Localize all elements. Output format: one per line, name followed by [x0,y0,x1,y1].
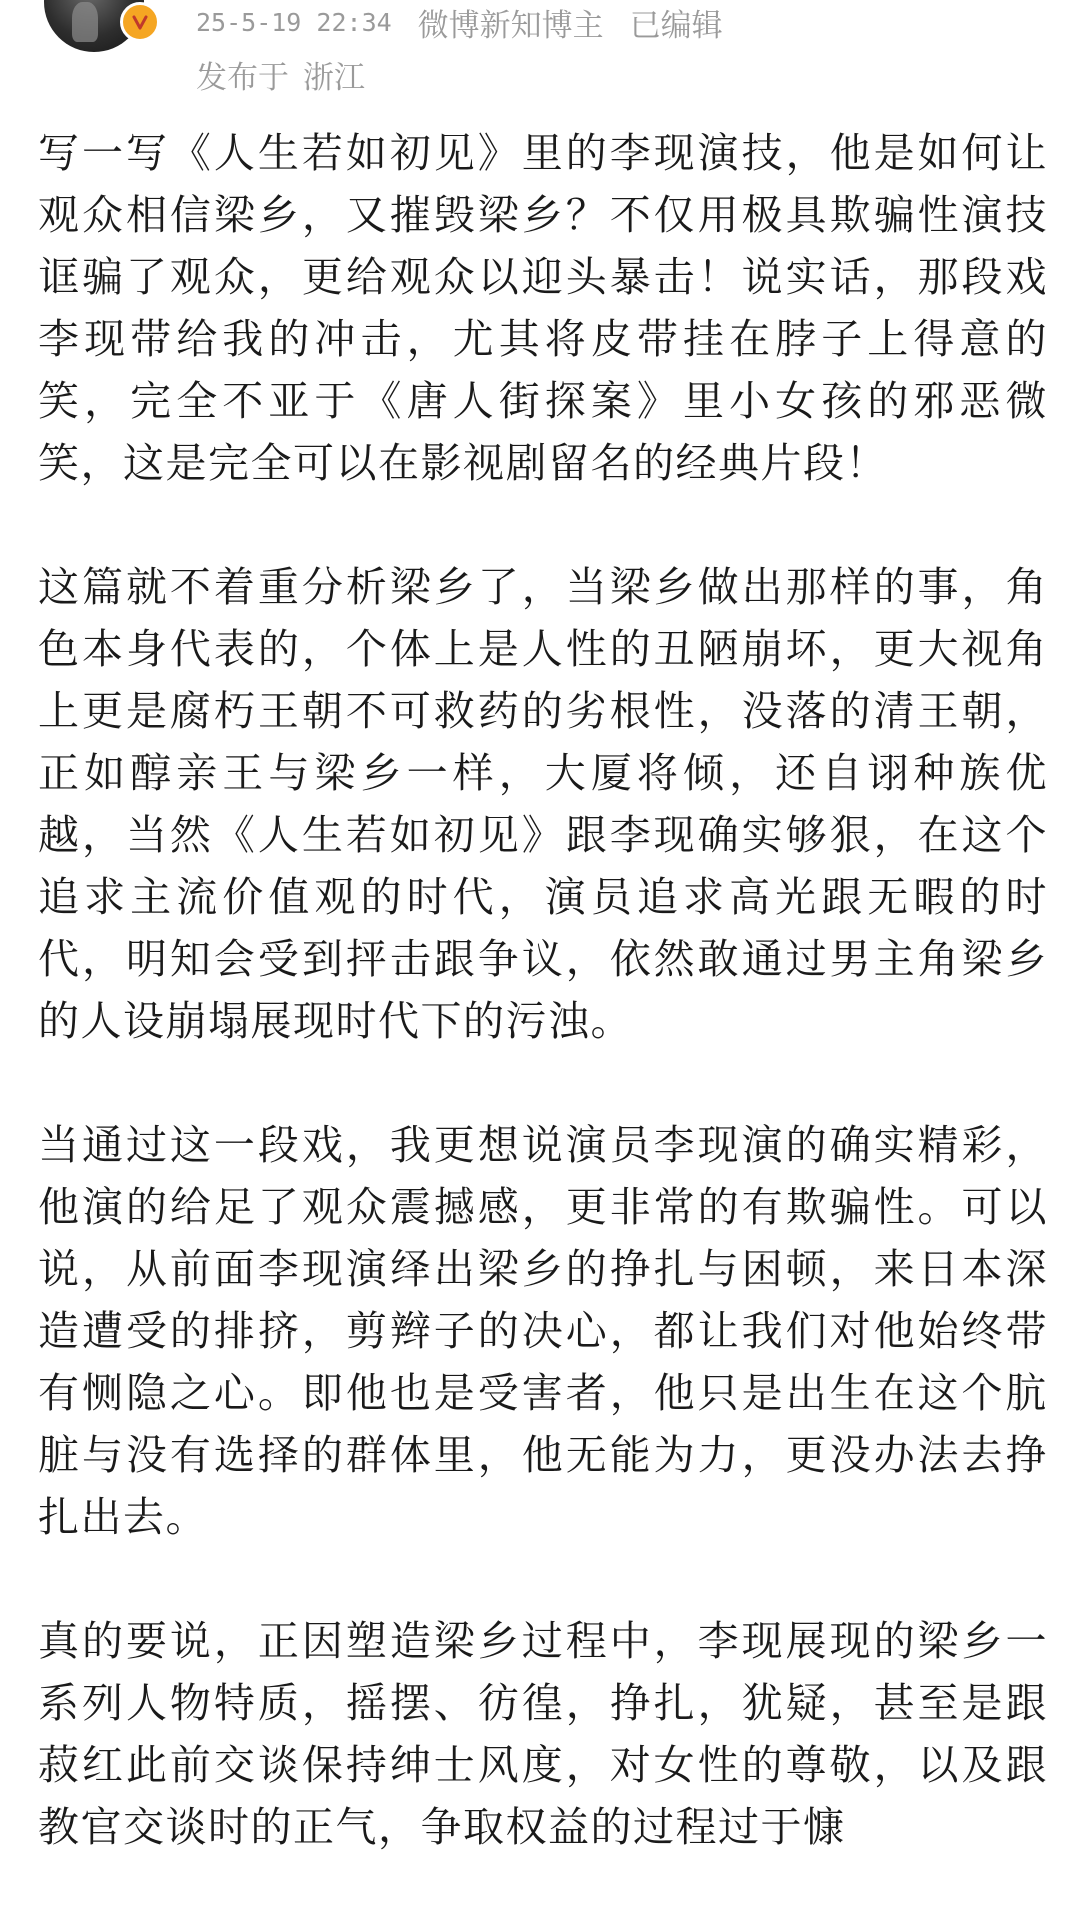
verified-v-glyph [130,12,150,32]
edited-label[interactable]: 已编辑 [629,7,723,44]
location-prefix: 发布于 [196,60,289,96]
location-name: 浙江 [303,60,365,96]
verified-v-icon [120,2,160,42]
post-meta [196,2,723,42]
post-timestamp: 25-5-19 22:34 [196,7,392,37]
author-tag[interactable]: 微博新知博主 [417,7,604,44]
post-location [196,52,365,97]
avatar-figure [72,2,98,42]
post-paragraph: 当通过这一段戏，我更想说演员李现演的确实精彩，他演的给足了观众震撼感，更非常的有欺骗性。可以说，从前面李现演绎出梁乡的挣扎与困顿，来日本深造遭受的排挤，剪辫子的决心，都让我们对他始终带有恻隐之心。即他也是受害者，他只是出生在这个肮脏与没有选择的群体里，他无能为力，更没办法去挣扎出去。 [38,1121,1048,1541]
post-paragraph: 写一写《人生若如初见》里的李现演技，他是如何让观众相信梁乡，又摧毁梁乡？不仅用极具欺骗性演技诓骗了观众，更给观众以迎头暴击！说实话，那段戏李现带给我的冲击，尤其将皮带挂在脖子上得意的笑，完全不亚于《唐人街探案》里小女孩的邪恶微笑，这是完全可以在影视剧留名的经典片段！ [38,129,1048,487]
post-body [38,122,1048,1920]
post-paragraph: 真的要说，正因塑造梁乡过程中，李现展现的梁乡一系列人物特质，摇摆、彷徨，挣扎，犹疑，甚至是跟菽红此前交谈保持绅士风度，对女性的尊敬，以及跟教官交谈时的正气，争取权益的过程过于慷 [38,1617,1048,1851]
post-paragraph: 这篇就不着重分析梁乡了，当梁乡做出那样的事，角色本身代表的，个体上是人性的丑陋崩坏，更大视角上更是腐朽王朝不可救药的劣根性，没落的清王朝，正如醇亲王与梁乡一样，大厦将倾，还自诩种族优越，当然《人生若如初见》跟李现确实够狠，在这个追求主流价值观的时代，演员追求高光跟无暇的时代，明知会受到抨击跟争议，依然敢通过男主角梁乡的人设崩塌展现时代下的污浊。 [38,563,1048,1045]
post-header [0,0,1080,100]
